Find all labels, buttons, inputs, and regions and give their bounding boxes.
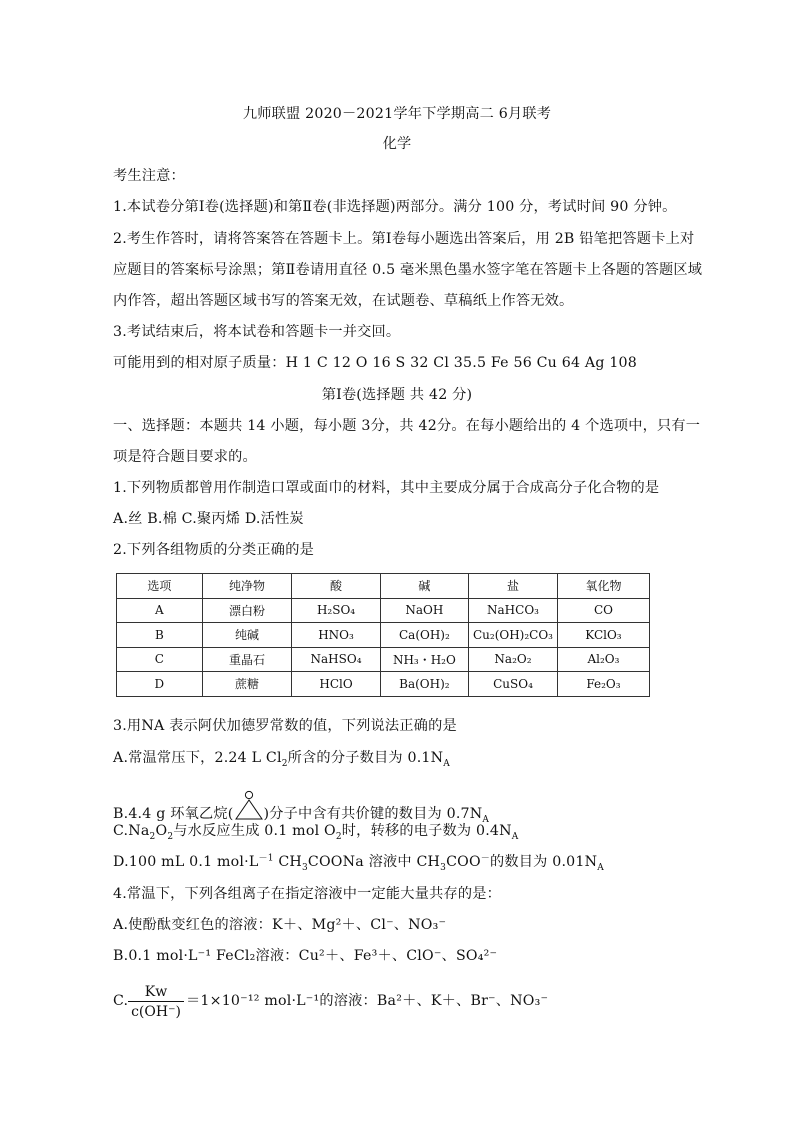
- table-header-cell: 酸: [292, 574, 380, 599]
- q3-d-text-2: CH: [273, 854, 302, 870]
- table-cell: CuSO₄: [469, 672, 558, 697]
- table-row: [117, 672, 650, 697]
- table-cell: Ca(OH)₂: [380, 623, 468, 648]
- q3-d-text-5: 的数目为 0.01N: [489, 854, 598, 870]
- table-cell: Na₂O₂: [469, 647, 558, 672]
- q3-c-text-o: O: [155, 823, 168, 839]
- superscript: －1: [258, 853, 274, 864]
- q3-d-text-3: COONa 溶液中 CH: [307, 854, 441, 870]
- subscript: 2: [335, 831, 342, 842]
- notice-item-2-line-2: 应题目的答案标号涂黑；第Ⅱ卷请用直径 0.5 毫米黑色墨水签字笔在答题卡上各题的答题区域: [113, 262, 703, 278]
- q3-c-text-2: 与水反应生成 0.1 mol O: [173, 823, 336, 839]
- table-header-cell: 选项: [117, 574, 203, 599]
- q3-a-text: A.常温常压下，2.24 L Cl: [113, 750, 282, 766]
- fraction-denominator: c(OH⁻): [131, 1004, 181, 1020]
- table-cell: 蔗糖: [202, 672, 292, 697]
- subscript: A: [482, 814, 490, 825]
- subscript: 2: [149, 831, 156, 842]
- notice-item-1: 1.本试卷分第Ⅰ卷(选择题)和第Ⅱ卷(非选择题)两部分。满分 100 分，考试时间 90 分钟。: [113, 199, 677, 215]
- notice-item-2-line-1: 2.考生作答时，请将答案答在答题卡上。第Ⅰ卷每小题选出答案后，用 2B 铅笔把答题卡上对: [113, 231, 695, 247]
- subscript: 2: [167, 831, 174, 842]
- table-row: [117, 647, 650, 672]
- table-header-cell: 氧化物: [557, 574, 649, 599]
- q4-option-c-text: ＝1×10⁻¹² mol·L⁻¹的溶液：Ba²＋、K＋、Br⁻、NO₃⁻: [186, 993, 549, 1009]
- section-intro-line-2: 项是符合题目要求的。: [113, 449, 257, 465]
- table-cell: D: [117, 672, 203, 697]
- q3-option-c: [113, 821, 518, 841]
- q4-a-text: A.使酚酞变红色的溶液：K: [113, 917, 283, 933]
- table-cell: Ba(OH)₂: [380, 672, 468, 697]
- table-row: [117, 598, 650, 623]
- subscript: 3: [440, 862, 447, 873]
- q4-option-b: B.0.1 mol·L⁻¹ FeCl₂溶液：Cu²＋、Fe³＋、ClO⁻、SO₄²⁻: [113, 948, 498, 964]
- q3-option-b: [113, 790, 489, 824]
- q2-stem: 2.下列各组物质的分类正确的是: [113, 542, 314, 558]
- q3-a-text-2: 所含的分子数目为 0.1N: [287, 750, 444, 766]
- table-header-cell: 纯净物: [202, 574, 292, 599]
- table-cell: HNO₃: [292, 623, 380, 648]
- q4-a-ions: ＋、Mg²＋、Cl⁻、NO₃⁻: [282, 917, 447, 933]
- q3-b-text-2: )分子中含有共价键的数目为 0.7N: [263, 806, 483, 822]
- q4-stem: 4.常温下，下列各组离子在指定溶液中一定能大量共存的是：: [113, 886, 502, 902]
- q1-stem: 1.下列物质都曾用作制造口罩或面巾的材料，其中主要成分属于合成高分子化合物的是: [113, 480, 660, 496]
- q3-stem: 3.用NA 表示阿伏加德罗常数的值，下列说法正确的是: [113, 718, 457, 734]
- q3-option-a: [113, 748, 450, 768]
- subscript: A: [443, 758, 450, 769]
- table-cell: HClO: [292, 672, 380, 697]
- table-cell: C: [117, 647, 203, 672]
- q3-d-text-4: COO: [446, 854, 481, 870]
- subscript: A: [597, 862, 604, 873]
- table-cell: KClO₃: [557, 623, 649, 648]
- part1-title: 第Ⅰ卷(选择题 共 42 分): [321, 387, 473, 403]
- table-cell: 重晶石: [202, 647, 292, 672]
- table-header-cell: 碱: [380, 574, 468, 599]
- table-cell: NaOH: [380, 598, 468, 623]
- table-row: [117, 623, 650, 648]
- q4-option-a: [113, 915, 446, 935]
- table-header-cell: 盐: [469, 574, 558, 599]
- section-intro-line-1: 一、选择题：本题共 14 小题，每小题 3分，共 42分。在每小题给出的 4 个选项中，只有一: [113, 418, 701, 434]
- q3-option-d: [113, 852, 604, 872]
- subscript: 3: [301, 862, 308, 873]
- table-cell: 漂白粉: [202, 598, 292, 623]
- table-cell: Al₂O₃: [557, 647, 649, 672]
- exam-title: 九师联盟 2020－2021学年下学期高二 6月联考: [242, 106, 552, 122]
- q3-c-text-3: 时，转移的电子数为 0.4N: [341, 823, 512, 839]
- superscript: －: [480, 853, 490, 864]
- table-cell: B: [117, 623, 203, 648]
- table-cell: NaHCO₃: [469, 598, 558, 623]
- atomic-masses: 可能用到的相对原子质量：H 1 C 12 O 16 S 32 Cl 35.5 Fe 56 Cu 64 Ag 108: [113, 355, 638, 371]
- q3-b-text: B.4.4 g 环氧乙烷(: [113, 806, 234, 822]
- table-cell: Fe₂O₃: [557, 672, 649, 697]
- fraction-numerator: Kw: [128, 983, 184, 1002]
- q3-d-text: D.100 mL 0.1 mol·L: [113, 854, 259, 870]
- epoxide-structure-icon: [234, 790, 264, 822]
- table-cell: CO: [557, 598, 649, 623]
- table-cell: A: [117, 598, 203, 623]
- table-cell: NH₃・H₂O: [380, 647, 468, 672]
- table-cell: 纯碱: [202, 623, 292, 648]
- table-cell: NaHSO₄: [292, 647, 380, 672]
- notice-item-3: 3.考试结束后，将本试卷和答题卡一并交回。: [113, 324, 401, 340]
- q4-option-c-label: C.: [113, 993, 129, 1009]
- subscript: A: [511, 831, 519, 842]
- table-cell: H₂SO₄: [292, 598, 380, 623]
- table-header-row: [117, 574, 650, 599]
- notice-item-2-line-3: 内作答，超出答题区域书写的答案无效，在试题卷、草稿纸上作答无效。: [113, 293, 574, 309]
- classification-table: [116, 573, 650, 697]
- q1-options: A.丝 B.棉 C.聚丙烯 D.活性炭: [113, 511, 304, 527]
- subscript: 2: [281, 758, 288, 769]
- q3-c-text: C.Na: [113, 823, 150, 839]
- kw-fraction: [128, 983, 184, 1020]
- notice-heading: 考生注意：: [113, 168, 185, 184]
- table-cell: Cu₂(OH)₂CO₃: [469, 623, 558, 648]
- subject-title: 化学: [382, 136, 412, 152]
